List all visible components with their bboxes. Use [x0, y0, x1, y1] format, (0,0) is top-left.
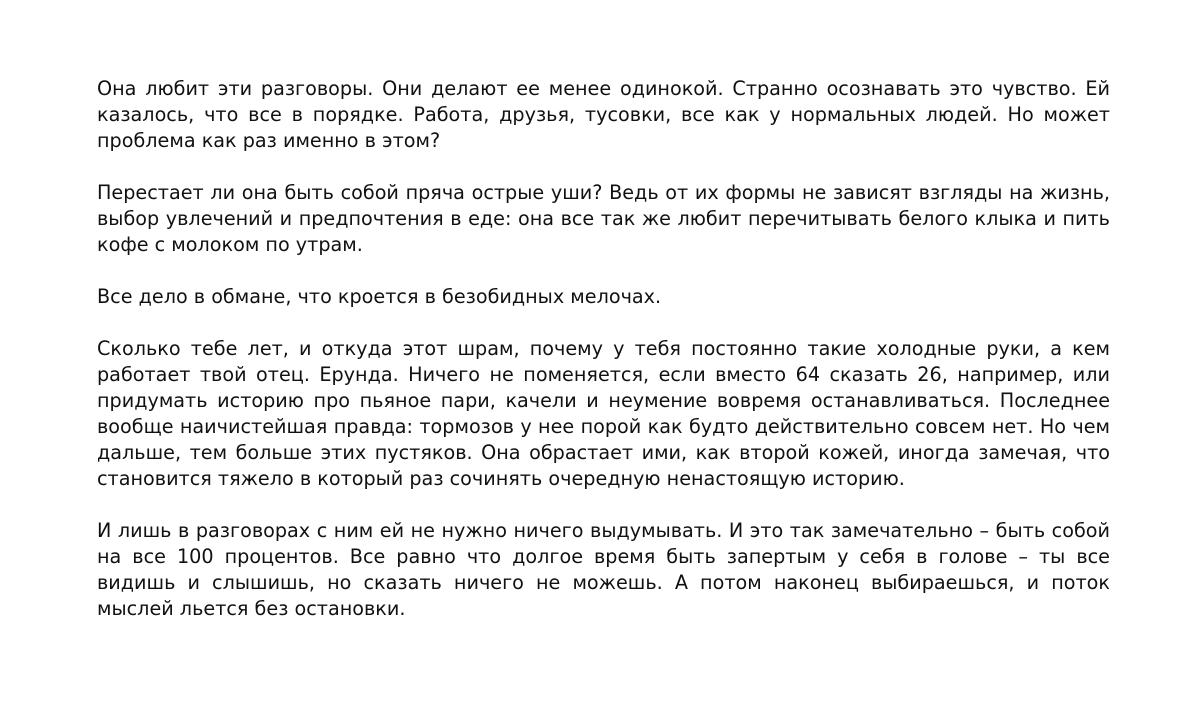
paragraph-1: Она любит эти разговоры. Они делают ее менее одинокой. Странно осознавать это чувство. Ей казалось, что все в порядке. Работа, друзья, тусовки, все как у нормальных людей. Но может проблема как раз именно в этом? — [97, 77, 1110, 152]
document-body — [97, 76, 1110, 622]
paragraph-4: Сколько тебе лет, и откуда этот шрам, почему у тебя постоянно такие холодные руки, а кем работает твой отец. Ерунда. Ничего не поменяется, если вместо 64 сказать 26, например, или придумать историю про пьяное пари, качели и неумение вовремя останавливаться. Последнее вообще наичистейшая правда: тормозов у нее порой как будто действительно совсем нет. Но чем дальше, тем больше этих пустяков. Она обрастает ими, как второй кожей, иногда замечая, что становится тяжело в который раз сочинять очередную ненастоящую историю. — [97, 337, 1110, 490]
paragraph-5: И лишь в разговорах с ним ей не нужно ничего выдумывать. И это так замечательно – быть собой на все 100 процентов. Все равно что долгое время быть запертым у себя в голове – ты все видишь и слышишь, но сказать ничего не можешь. А потом наконец выбираешься, и поток мыслей льется без остановки. — [97, 519, 1110, 620]
paragraph-3: Все дело в обмане, что кроется в безобидных мелочах. — [97, 285, 662, 308]
paragraph-2: Перестает ли она быть собой пряча острые уши? Ведь от их формы не зависят взгляды на жизнь, выбор увлечений и предпочтения в еде: она все так же любит перечитывать белого клыка и пить кофе с молоком по утрам. — [97, 181, 1110, 256]
